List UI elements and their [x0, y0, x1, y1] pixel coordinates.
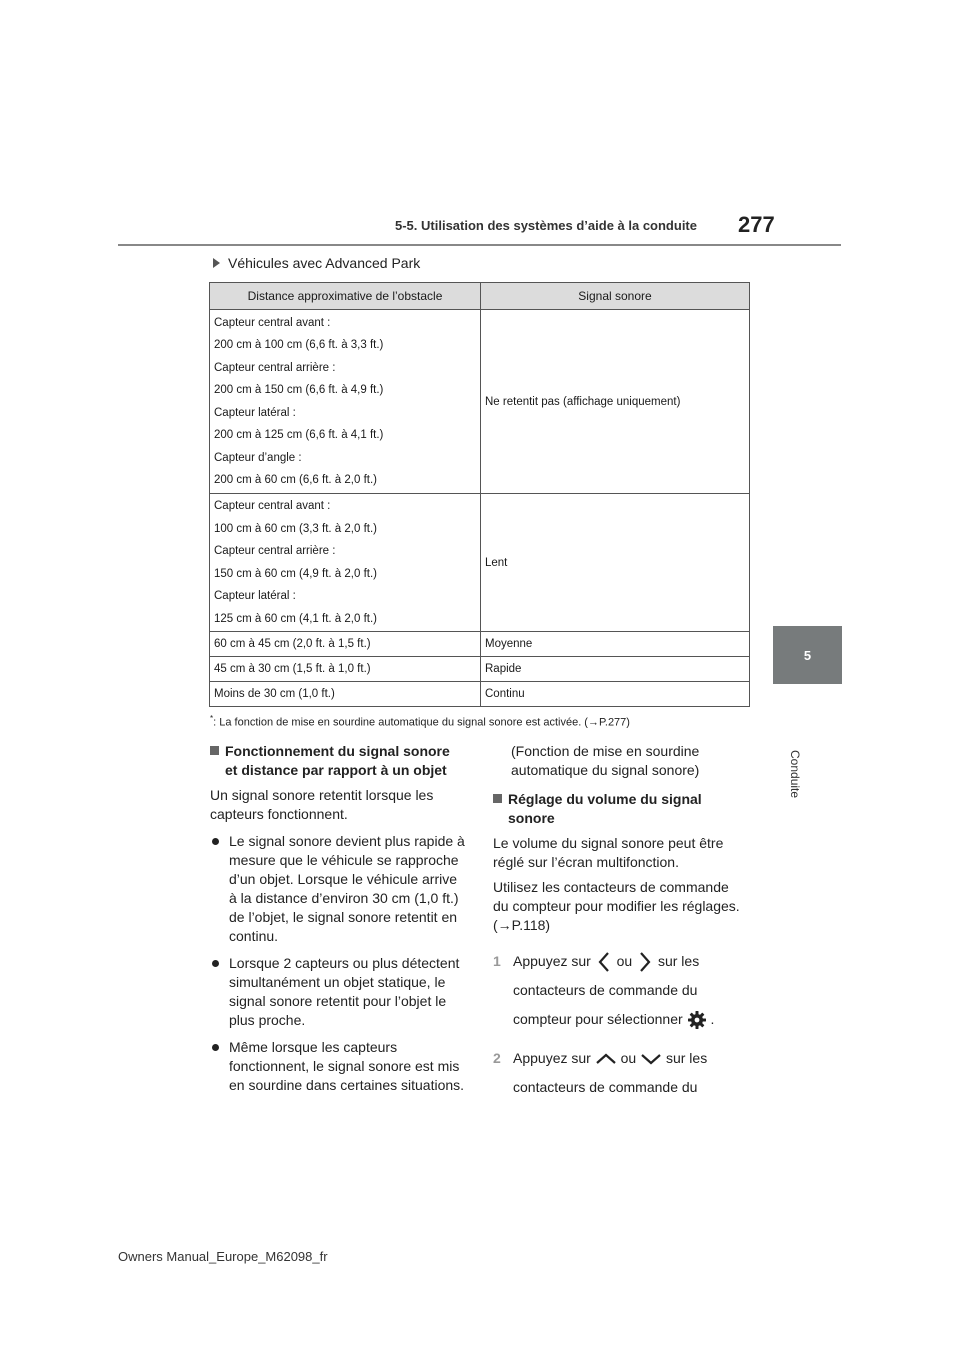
step-number: 2	[493, 1050, 501, 1066]
footer-manual-id: Owners Manual_Europe_M62098_fr	[118, 1249, 328, 1264]
header-rule	[118, 244, 841, 246]
subsection-heading	[493, 790, 748, 828]
list-item	[210, 954, 465, 1030]
signal-cell: Moyenne	[481, 632, 750, 657]
step-text-a: Appuyez sur	[513, 953, 591, 969]
bullet-dot-icon	[212, 1044, 219, 1051]
table-row	[210, 682, 750, 707]
step-2	[493, 1044, 748, 1102]
step-text	[513, 947, 714, 1034]
step-number: 1	[493, 953, 501, 969]
table-row	[210, 632, 750, 657]
distance-line: 125 cm à 60 cm (4,1 ft. à 2,0 ft.)	[214, 612, 377, 625]
step-text-or: ou	[620, 1050, 637, 1066]
step-text-a: Appuyez sur	[513, 1050, 591, 1066]
distance-cell: 60 cm à 45 cm (2,0 ft. à 1,5 ft.)	[210, 632, 481, 657]
step-text-end: .	[710, 1011, 715, 1027]
distance-line: 200 cm à 60 cm (6,6 ft. à 2,0 ft.)	[214, 474, 377, 486]
chevron-left-icon	[595, 951, 613, 973]
step-text-or: ou	[616, 953, 633, 969]
distance-line: 200 cm à 150 cm (6,6 ft. à 4,9 ft.)	[214, 384, 384, 396]
square-bullet-icon	[493, 794, 502, 803]
right-column	[493, 742, 748, 1102]
distance-line: Capteur latéral :	[214, 590, 296, 602]
list-item-text: Lorsque 2 capteurs ou plus détectent simultanément un objet statique, le signal sonore retentit pour l’objet le plus proche.	[229, 955, 460, 1028]
table-header-signal: Signal sonore	[481, 283, 750, 310]
paragraph: Utilisez les contacteurs de commande du compteur pour modifier les réglages. (→P.118)	[493, 879, 740, 933]
paragraph: (Fonction de mise en sourdine automatique du signal sonore)	[511, 743, 700, 778]
step-line	[513, 947, 714, 976]
distance-cell: 45 cm à 30 cm (1,5 ft. à 1,0 ft.)	[210, 657, 481, 682]
chapter-label-text: Conduite	[788, 750, 802, 799]
step-text-b: sur les	[657, 953, 700, 969]
bullet-dot-icon	[212, 838, 219, 845]
distance-line: 200 cm à 125 cm (6,6 ft. à 4,1 ft.)	[214, 429, 384, 441]
square-bullet-icon	[210, 746, 219, 755]
distance-line: Capteur central avant :	[214, 316, 331, 329]
signal-cell: Lent	[481, 494, 750, 632]
signal-cell: Continu	[481, 682, 750, 707]
chevron-right-icon	[636, 951, 654, 973]
subsection-heading-text: Fonctionnement du signal sonore et distance par rapport à un objet	[225, 743, 450, 778]
distance-line: Capteur central avant :	[214, 500, 331, 512]
footnote-text: : La fonction de mise en sourdine automatique du signal sonore est activée. (→P.277)	[213, 716, 630, 729]
distance-cell	[210, 310, 481, 494]
arrow-right-icon	[213, 258, 220, 268]
footnote-mark: *	[210, 714, 214, 723]
table-row	[210, 657, 750, 682]
subsection-heading-text: Réglage du volume du signal sonore	[508, 791, 702, 826]
table-footnote	[210, 714, 630, 729]
distance-line: Capteur latéral :	[214, 406, 296, 419]
list-item	[210, 1038, 465, 1095]
step-line: contacteurs de commande du	[513, 1079, 698, 1095]
signal-cell: Ne retentit pas (affichage uniquement)	[481, 310, 750, 494]
section-heading	[213, 255, 420, 271]
table-row	[210, 494, 750, 632]
subsection-heading	[210, 742, 465, 780]
left-column	[210, 742, 465, 1095]
page-number: 277	[738, 212, 775, 237]
distance-cell: Moins de 30 cm (1,0 ft.)	[210, 682, 481, 707]
table-header-distance: Distance approximative de l’obstacle	[210, 283, 481, 310]
step-text	[513, 1044, 707, 1102]
signal-cell: Rapide	[481, 657, 750, 682]
distance-cell	[210, 494, 481, 632]
chapter-tab[interactable]: 5	[773, 626, 842, 684]
step-line	[513, 1005, 714, 1034]
chapter-label	[788, 688, 820, 799]
distance-signal-table	[209, 282, 750, 707]
distance-line: Capteur central arrière :	[214, 545, 336, 557]
step-text-c: compteur pour sélectionner	[513, 1011, 683, 1027]
chevron-down-icon	[640, 1051, 662, 1067]
step-line: contacteurs de commande du	[513, 982, 698, 998]
step-line	[513, 1044, 707, 1073]
table-row	[210, 310, 750, 494]
distance-line: 150 cm à 60 cm (4,9 ft. à 2,0 ft.)	[214, 567, 377, 580]
header-section-title: 5-5. Utilisation des systèmes d’aide à la conduite	[395, 218, 697, 233]
list-item-text: Le signal sonore devient plus rapide à mesure que le véhicule se rapproche d’un objet. Lorsque le véhicule arrive à la distance d’environ 30 cm (1,0 ft.) de l’objet, le signal sonore retentit en continu.	[229, 833, 465, 944]
section-heading-text: Véhicules avec Advanced Park	[228, 255, 421, 271]
distance-line: 200 cm à 100 cm (6,6 ft. à 3,3 ft.)	[214, 339, 384, 351]
distance-line: 100 cm à 60 cm (3,3 ft. à 2,0 ft.)	[214, 522, 377, 535]
list-item-text: Même lorsque les capteurs fonctionnent, le signal sonore est mis en sourdine dans certaines situations.	[229, 1039, 465, 1093]
distance-line: Capteur central arrière :	[214, 361, 336, 374]
step-text-b: sur les	[665, 1050, 708, 1066]
step-1	[493, 947, 748, 1034]
paragraph: Le volume du signal sonore peut être réglé sur l’écran multifonction.	[493, 835, 724, 870]
distance-line: Capteur d’angle :	[214, 451, 302, 464]
paragraph: Un signal sonore retentit lorsque les capteurs fonctionnent.	[210, 787, 434, 822]
bullet-dot-icon	[212, 960, 219, 967]
chevron-up-icon	[595, 1051, 617, 1067]
list-item	[210, 832, 465, 946]
gear-icon	[687, 1010, 707, 1030]
